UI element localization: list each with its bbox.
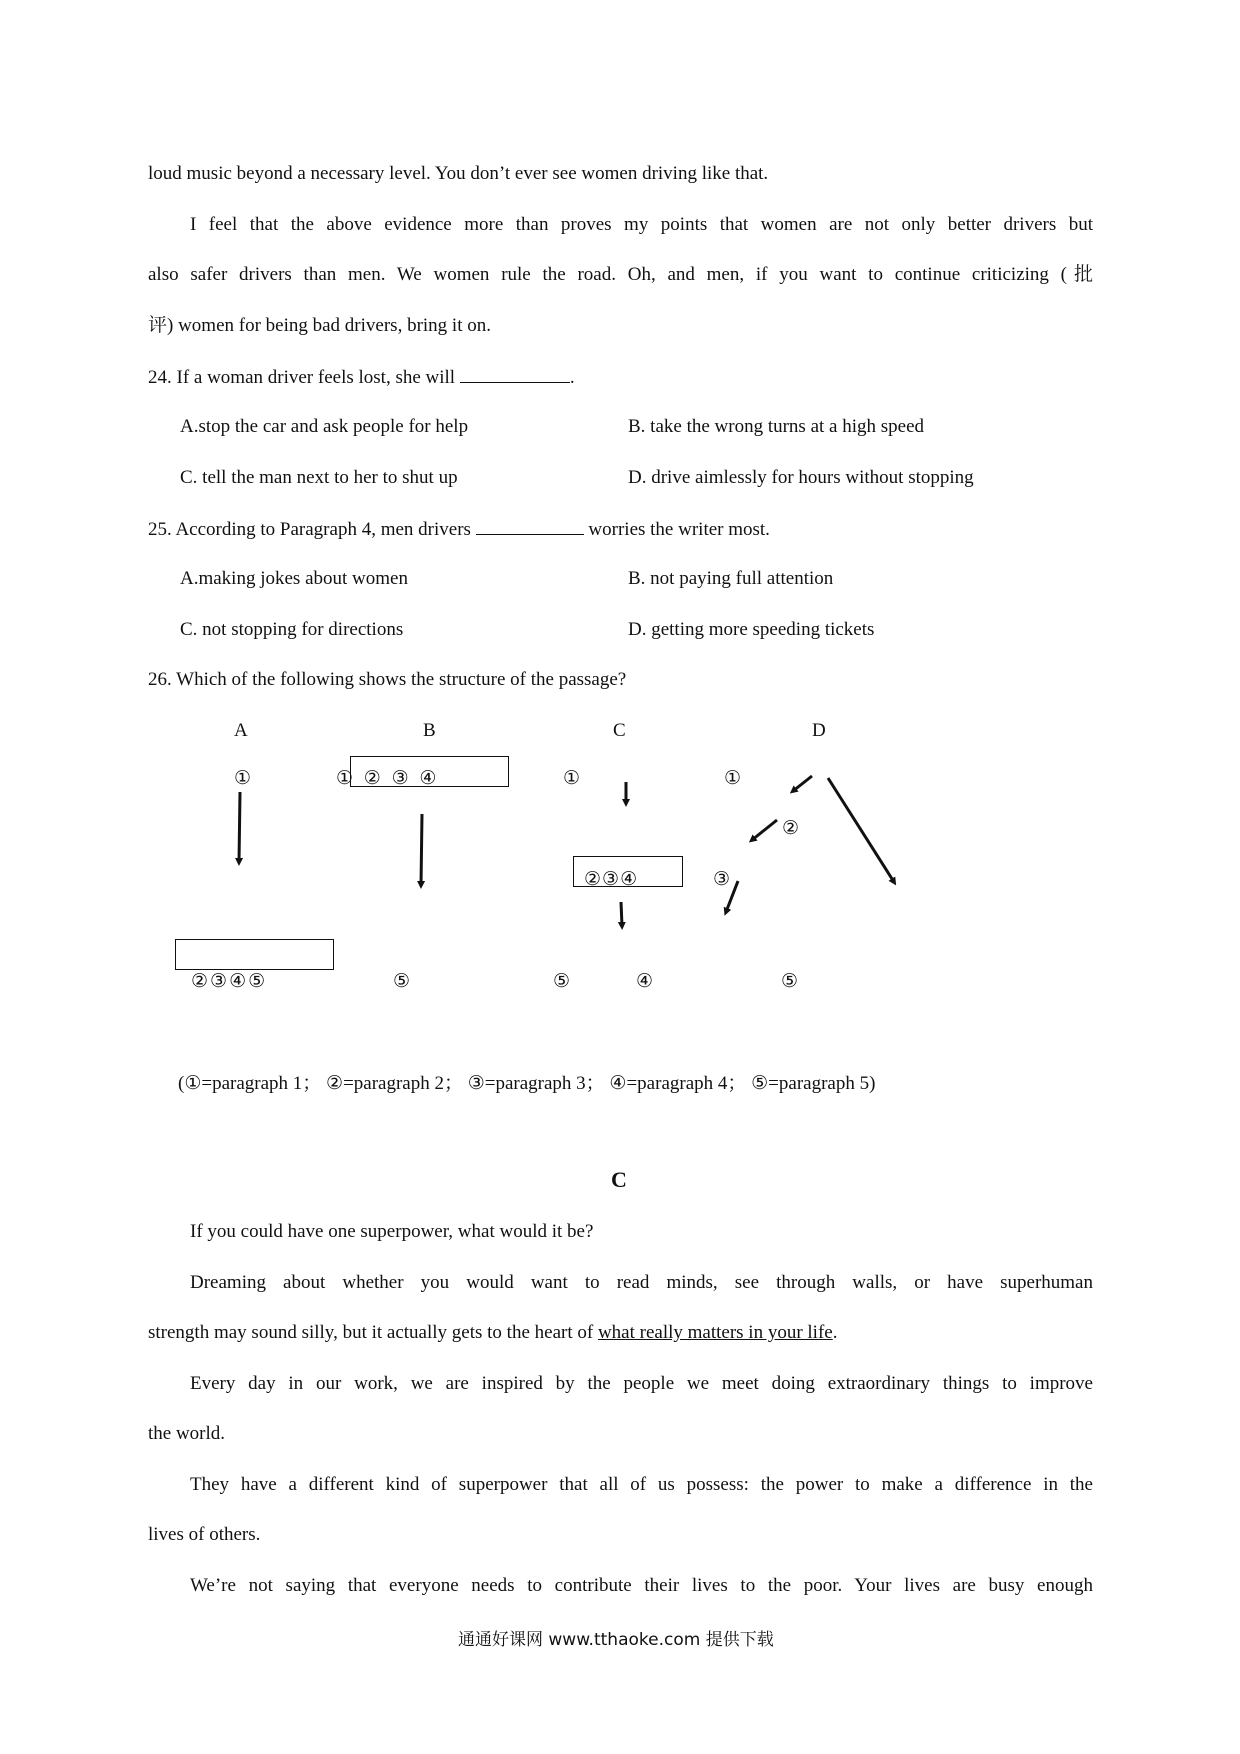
diagram-a-paragraph-1: ① [234, 768, 252, 789]
passage-line: They have a different kind of superpower that all of us possess: the power to make a difference in the [190, 1474, 1093, 1495]
diagram-b-paragraph-5: ⑤ [393, 971, 411, 992]
question-stem-text: . [569, 367, 575, 388]
arrow [726, 881, 738, 912]
question-stem-text: 25. According to Paragraph 4, men drivers [148, 519, 471, 540]
option-a: A.making jokes about women [180, 568, 408, 589]
passage-line: Dreaming about whether you would want to read minds, see through walls, or have superhuman [190, 1272, 1093, 1293]
diagram-c-paragraphs-2-4: ②③④ [584, 869, 639, 890]
passage-line: Every day in our work, we are inspired by the people we meet doing extraordinary things to improve [190, 1373, 1093, 1394]
passage-text: . [832, 1322, 838, 1343]
option-a: A.stop the car and ask people for help [180, 416, 469, 437]
diagram-label-d: D [812, 720, 826, 741]
option-b: B. not paying full attention [628, 568, 834, 589]
passage-line: If you could have one superpower, what would it be? [190, 1221, 594, 1242]
diagram-b-paragraphs-1-4: ① ② ③ ④ [336, 768, 440, 789]
arrow [752, 820, 777, 840]
passage-line [148, 1321, 837, 1345]
diagram-c-paragraph-1: ① [563, 768, 581, 789]
question-26-stem: 26. Which of the following shows the structure of the passage? [148, 669, 627, 690]
option-d: D. drive aimlessly for hours without stopping [628, 467, 974, 488]
passage-line: I feel that the above evidence more than proves my points that women are not only better drivers but [190, 214, 1093, 235]
arrow [793, 776, 812, 791]
question-stem-text: worries the writer most. [588, 519, 770, 540]
diagram-c-paragraph-5: ⑤ [553, 971, 571, 992]
arrow [621, 902, 622, 926]
option-c: C. not stopping for directions [180, 619, 404, 640]
question-stem-text: 24. If a woman driver feels lost, she will [148, 367, 456, 388]
diagram-d-paragraph-5: ⑤ [781, 971, 799, 992]
diagram-d-paragraph-3: ③ [713, 869, 731, 890]
passage-line: 评) women for being bad drivers, bring it on. [148, 315, 491, 336]
section-heading: C [611, 1167, 627, 1192]
passage-text: strength may sound silly, but it actually gets to the heart of [148, 1322, 594, 1343]
arrow [828, 778, 894, 882]
diagram-d-paragraph-1: ① [724, 768, 742, 789]
diagram-d-paragraph-2: ② [782, 818, 800, 839]
diagram-c-paragraph-4: ④ [636, 971, 654, 992]
diagram-label-c: C [613, 720, 626, 741]
passage-line: We’re not saying that everyone needs to contribute their lives to the poor. Your lives are busy enough [190, 1575, 1093, 1596]
option-c: C. tell the man next to her to shut up [180, 467, 458, 488]
passage-line: lives of others. [148, 1524, 261, 1545]
diagram-label-a: A [234, 720, 248, 741]
page-footer: 通通好课网 www.tthaoke.com 提供下载 [458, 1630, 774, 1650]
arrow [421, 814, 422, 885]
passage-line: the world. [148, 1423, 226, 1444]
diagram-label-b: B [423, 720, 436, 741]
option-b: B. take the wrong turns at a high speed [628, 416, 925, 437]
option-d: D. getting more speeding tickets [628, 619, 875, 640]
passage-line: also safer drivers than men. We women rule the road. Oh, and men, if you want to continue criticizing (批 [148, 264, 1093, 285]
diagram-a-paragraphs-2-5: ②③④⑤ [191, 971, 268, 992]
diagram-legend: (①=paragraph 1； ②=paragraph 2； ③=paragraph 3； ④=paragraph 4； ⑤=paragraph 5) [178, 1073, 876, 1094]
underlined-phrase: what really matters in your life [597, 1322, 833, 1343]
arrow [239, 792, 240, 862]
passage-line: loud music beyond a necessary level. You don’t ever see women driving like that. [148, 163, 769, 184]
